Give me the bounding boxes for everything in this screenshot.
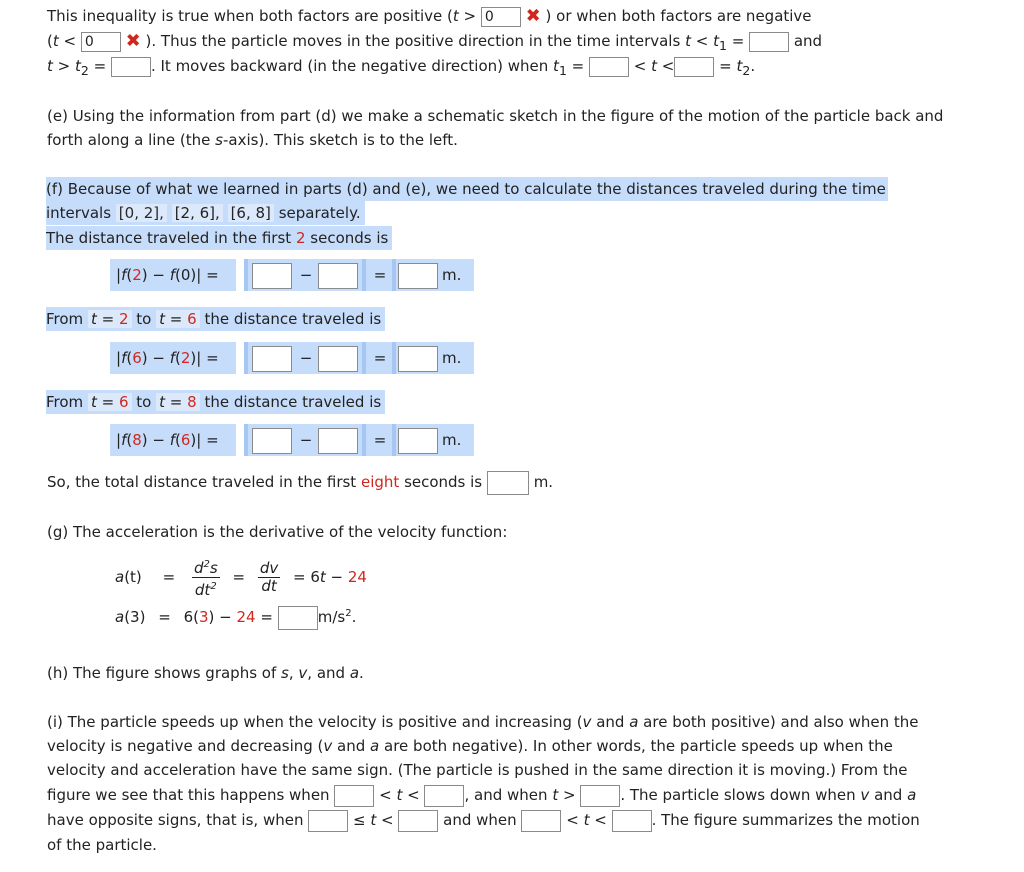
- input-f0[interactable]: [318, 263, 358, 289]
- from-6-to-8-line: From t = 6 to t = 8 the distance traveled is: [46, 390, 385, 414]
- part-i-line-3: velocity and acceleration have the same sign. (The particle is pushed in the same direction it is moving.) From the: [47, 761, 908, 779]
- part-h-line: (h) The figure shows graphs of s, v, and a.: [47, 664, 364, 682]
- input-f6[interactable]: [252, 346, 292, 372]
- part-i-line-1: (i) The particle speeds up when the velocity is positive and increasing (v and a are both positive) and also when the: [47, 713, 919, 731]
- from-2-to-6-line: From t = 2 to t = 6 the distance traveled is: [46, 307, 385, 331]
- input-speedup-end[interactable]: [424, 785, 464, 807]
- distance-equation-6-8: |f(8) − f(6)| = − = m.: [110, 424, 466, 456]
- answer-input-t1[interactable]: [749, 32, 789, 52]
- inequality-line-3: $t > t_2$ = . It moves backward (in the negative direction) when $t_1$ = < t < = $t_2$.: [47, 57, 756, 78]
- total-distance-line: So, the total distance traveled in the first eight seconds is m.: [47, 470, 553, 495]
- minus-sign: −: [299, 266, 313, 284]
- dv-dt-fraction: $\frac{dv}{dt}$: [259, 559, 279, 595]
- input-slowdown-start-1[interactable]: [308, 810, 348, 832]
- part-i-line-2: velocity is negative and decreasing (v and a are both negative). In other words, the particle speeds up when the: [47, 737, 893, 755]
- input-speedup-start[interactable]: [334, 785, 374, 807]
- inequality-line-2: (t < 0 ✖ ). Thus the particle moves in the positive direction in the time intervals $t < t_1$ = and: [47, 30, 823, 53]
- input-slowdown-end-2[interactable]: [612, 810, 652, 832]
- input-speedup-after[interactable]: [580, 785, 620, 807]
- part-e-line-2: forth along a line (the s-axis). This sketch is to the left.: [47, 131, 458, 149]
- input-slowdown-start-2[interactable]: [521, 810, 561, 832]
- answer-input-backward-start[interactable]: [589, 57, 629, 77]
- answer-input-negative-t[interactable]: 0: [81, 32, 121, 52]
- interval-6-8: [6, 8]: [228, 204, 274, 222]
- part-g-line-1: (g) The acceleration is the derivative of the velocity function:: [47, 523, 508, 541]
- d2s-dt2-fraction: $\frac{d^2s}{dt^2}$: [192, 556, 220, 599]
- input-slowdown-end-1[interactable]: [398, 810, 438, 832]
- part-i-line-4: figure we see that this happens when < t < , and when t > . The particle slows down when v and a: [47, 783, 916, 807]
- answer-input-backward-end[interactable]: [674, 57, 714, 77]
- part-f-line-2: intervals [0, 2], [2, 6], [6, 8] separately.: [46, 201, 365, 225]
- input-f6-second[interactable]: [318, 428, 358, 454]
- input-acceleration[interactable]: [278, 606, 318, 630]
- result-bar: [392, 259, 396, 291]
- acceleration-formula: a(t) = $\frac{d^2s}{dt^2}$ = $\frac{dv}{dt}$ = 6t − 24: [115, 556, 367, 599]
- equals-sign: =: [373, 266, 387, 284]
- part-f-line-3: The distance traveled in the first 2 seconds is: [46, 226, 392, 250]
- answer-input-t2[interactable]: [111, 57, 151, 77]
- part-i-line-5: have opposite signs, that is, when ≤ t < and when < t < . The figure summarizes the motion: [47, 808, 920, 832]
- input-distance-0-2[interactable]: [398, 263, 438, 289]
- input-distance-2-6[interactable]: [398, 346, 438, 372]
- inequality-line-1: This inequality is true when both factors are positive (t > 0 ✖ ) or when both factors are negative: [47, 5, 812, 27]
- distance-equation-0-2: [110, 259, 466, 291]
- expr-f2-f0: |f(2) − f(0)| =: [110, 259, 236, 291]
- part-f-line-1: (f) Because of what we learned in parts (d) and (e), we need to calculate the distances traveled during the time: [46, 177, 888, 201]
- input-total-distance[interactable]: [487, 471, 529, 495]
- input-distance-6-8[interactable]: [398, 428, 438, 454]
- abs-bar-right: [362, 259, 366, 291]
- distance-equation-2-6: |f(6) − f(2)| = − = m.: [110, 342, 466, 374]
- input-f8[interactable]: [252, 428, 292, 454]
- input-f2[interactable]: [252, 263, 292, 289]
- incorrect-x-icon-2: ✖: [125, 30, 141, 52]
- interval-2-6: [2, 6],: [172, 204, 223, 222]
- answer-input-positive-t[interactable]: 0: [481, 7, 521, 27]
- incorrect-x-icon: ✖: [525, 5, 541, 27]
- unit-m: m.: [442, 266, 462, 284]
- part-e-line-1: (e) Using the information from part (d) we make a schematic sketch in the figure of the motion of the particle back and: [47, 107, 944, 125]
- acceleration-at-3: $a(3) = 6(3) - 24 = m/s^2$.: [115, 602, 356, 630]
- input-f2-second[interactable]: [318, 346, 358, 372]
- interval-0-2: [0, 2],: [116, 204, 167, 222]
- part-i-line-6: of the particle.: [47, 836, 157, 854]
